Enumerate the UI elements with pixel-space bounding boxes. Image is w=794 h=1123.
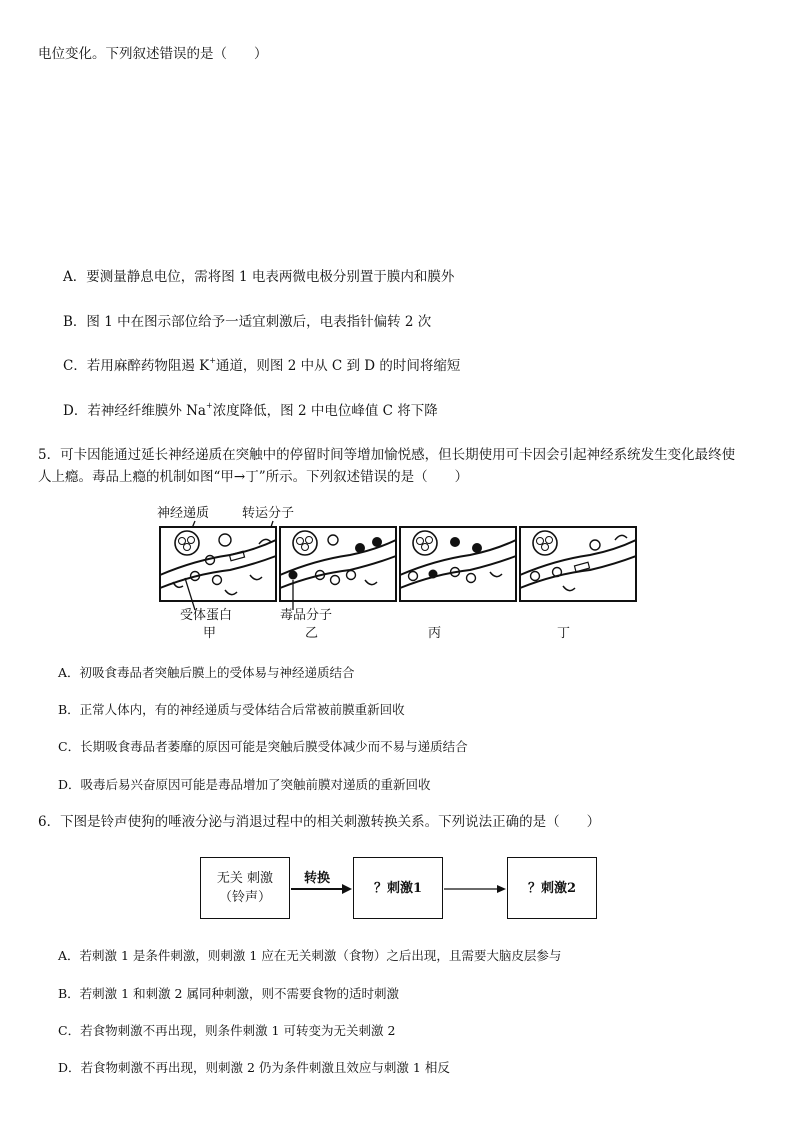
q4-option-d <box>63 402 438 420</box>
panel-label-ding: 丁 <box>557 626 571 641</box>
q4-option-a: A．要测量静息电位，需将图 1 电表两微电极分别置于膜内和膜外 <box>63 269 455 285</box>
q4-option-d-text: D．若神经纤维膜外 Na <box>63 403 206 419</box>
q6-option-c: C．若食物刺激不再出现，则条件刺激 1 可转变为无关刺激 2 <box>58 1023 396 1038</box>
label-receptor: 受体蛋白 <box>180 608 233 623</box>
q5-stem-line2: 人上瘾。毒品上瘾的机制如图“甲→丁”所示。下列叙述错误的是（ ） <box>38 469 469 485</box>
box-neutral-stimulus-line1: 无关 刺激 <box>216 871 274 886</box>
q4-option-b: B．图 1 中在图示部位给予一适宜刺激后，电表指针偏转 2 次 <box>63 314 432 330</box>
arrow-transform-head <box>342 884 352 894</box>
box-neutral-stimulus <box>200 857 290 919</box>
panel-label-bing: 丙 <box>428 626 442 641</box>
q4-stem-tail: 电位变化。下列叙述错误的是（ ） <box>38 46 268 62</box>
arrow-next-head <box>497 885 506 893</box>
arrow-label-transform: 转换 <box>304 871 331 886</box>
box-stimulus-2 <box>507 857 597 919</box>
panel-jia <box>160 527 276 601</box>
synapse-addiction-figure <box>155 500 645 645</box>
q5-option-b: B．正常人体内，有的神经递质与受体结合后常被前膜重新回收 <box>58 702 405 717</box>
box-stimulus-2-text: ？刺激2 <box>527 880 577 896</box>
q4-option-c-text: C．若用麻醉药物阻遏 K <box>63 358 210 374</box>
q5-option-d: D．吸毒后易兴奋原因可能是毒品增加了突触前膜对递质的重新回收 <box>58 777 431 792</box>
q6-option-b: B．若刺激 1 和刺激 2 属同种刺激，则不需要食物的适时刺激 <box>58 986 399 1001</box>
panel-label-yi: 乙 <box>305 626 319 641</box>
box-stimulus-1 <box>353 857 443 919</box>
panel-yi <box>280 527 396 601</box>
q4-option-c <box>63 357 460 375</box>
panel-bing <box>400 527 516 601</box>
panel-label-jia: 甲 <box>203 626 217 641</box>
label-neurotransmitter: 神经递质 <box>157 506 210 521</box>
q4-option-c-text-rest: 通道，则图 2 中从 C 到 D 的时间将缩短 <box>215 358 461 374</box>
box-neutral-stimulus-line2: （铃声） <box>218 890 271 905</box>
q6-stem: 6．下图是铃声使狗的唾液分泌与消退过程中的相关刺激转换关系。下列说法正确的是（ ） <box>38 814 601 830</box>
box-stimulus-1-text: ？刺激1 <box>373 880 423 896</box>
q6-option-d: D．若食物刺激不再出现，则刺激 2 仍为条件刺激且效应与刺激 1 相反 <box>58 1060 450 1075</box>
q5-option-c: C．长期吸食毒品者萎靡的原因可能是突触后膜受体减少而不易与递质结合 <box>58 739 468 754</box>
label-transporter: 转运分子 <box>242 506 295 521</box>
q6-option-a: A．若刺激 1 是条件刺激，则刺激 1 应在无关刺激（食物）之后出现，且需要大脑皮层参与 <box>58 948 562 963</box>
q4-option-d-superscript: + <box>205 401 213 410</box>
label-drug: 毒品分子 <box>280 608 333 623</box>
q4-option-c-superscript: + <box>209 356 216 365</box>
q5-stem-line1: 5．可卡因能通过延长神经递质在突触中的停留时间等增加愉悦感，但长期使用可卡因会引起神经系统发生变化最终使 <box>38 447 736 463</box>
panel-ding <box>520 527 636 601</box>
q5-option-a: A．初吸食毒品者突触后膜上的受体易与神经递质结合 <box>58 665 355 680</box>
q4-option-d-text-rest: 浓度降低，图 2 中电位峰值 C 将下降 <box>212 403 438 419</box>
